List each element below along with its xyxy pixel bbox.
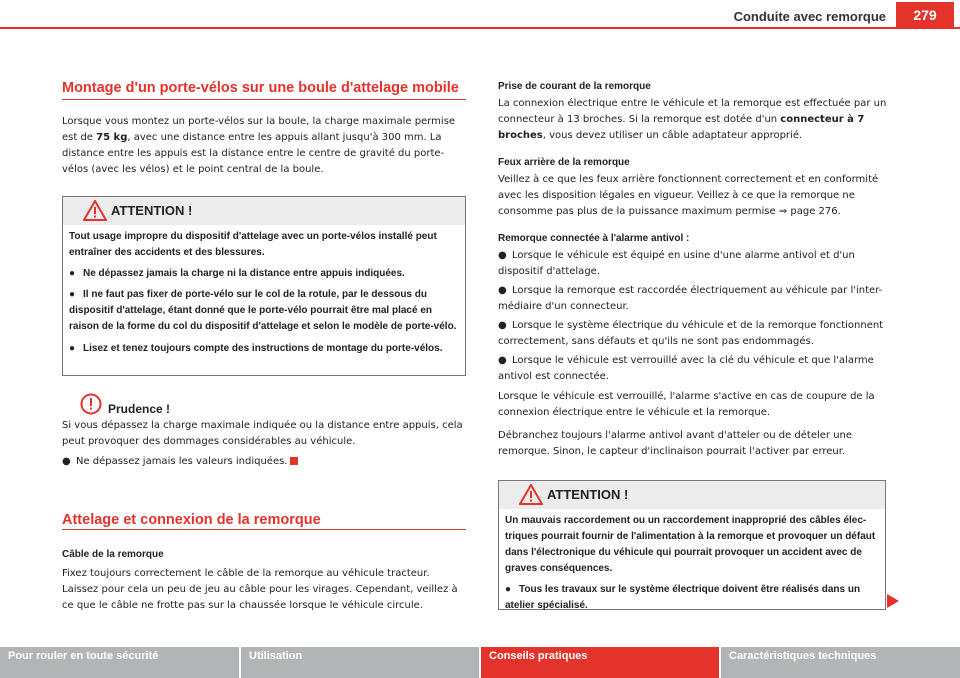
warning-box-electrical [498, 480, 886, 610]
warning-triangle-icon [519, 484, 543, 505]
cable-subtitle: Câble de la remorque [62, 549, 164, 560]
footer-tab-technical-data[interactable]: Caractéristiques techniques [721, 647, 960, 678]
section-title-hitching: Attelage et connexion de la remorque [62, 512, 321, 528]
cable-text: Fixez toujours correctement le câble de la remorque au véhicule tracteur. Laissez pour cela un peu de jeu au câble pour les virages. Cependant, veillez à ce que le câble ne frotte pas sur la chaussée lorsque le véhicule circule. [62, 568, 458, 611]
alarm-bullet: ● Lorsque le véhicule est équipé en usine d'une alarme antivol et d'un dispositif d'attelage. [498, 250, 855, 277]
warning-header [63, 197, 465, 225]
caution-circle-icon [80, 393, 102, 415]
caution-text: Si vous dépassez la charge maximale indiquée ou la distance entre appuis, cela peut provoquer des dommages considérables au véhicule. [62, 420, 463, 447]
warning-lead: Un mauvais raccordement ou un raccordement inapproprié des câbles élec-triques pourrait fournir de l'alimentation à la remorque et provoquer un défaut dans l'électronique du véhicule qui pourrait provoquer un accident avec de graves conséquences. [505, 515, 876, 575]
warning-header [499, 481, 885, 509]
warning-triangle-icon [83, 200, 107, 221]
caution-label: Prudence ! [108, 402, 171, 416]
header-rule [0, 27, 960, 29]
warning-label: ATTENTION ! [547, 487, 629, 502]
max-load-value: 75 kg [96, 132, 128, 143]
warning-bullet: ● Ne dépassez jamais la charge ni la distance entre appuis indiquées. [69, 268, 405, 280]
warning-bullet: ● Il ne faut pas fixer de porte-vélo sur le col de la rotule, par le dessous du dispositif d'attelage, étant donné que le porte-vélo pourrait être mal placé en raison de la forme du col du dispositif d'attelage et selon le modèle de porte-vélo. [69, 289, 457, 333]
alarm-bullet: ● Lorsque le système électrique du véhicule et de la remorque fonctionnent correctement, sans défauts et qu'ils ne sont pas endommagés. [498, 320, 884, 347]
warning-bullet: ● Tous les travaux sur le système électrique doivent être réalisés dans un atelier spécialisé. [505, 584, 861, 612]
lights-subtitle: Feux arrière de la remorque [498, 157, 630, 168]
alarm-bullet: ● Lorsque le véhicule est verrouillé avec la clé du véhicule et que l'alarme antivol est connectée. [498, 355, 874, 382]
warning-bullet: ● Lisez et tenez toujours compte des instructions de montage du porte-vélos. [69, 342, 443, 354]
power-text: La connexion électrique entre le véhicule et la remorque est effectuée par un connecteur à 13 broches. Si la remorque est dotée d'un connecteur à 7 broches, vous devez utiliser un câble adaptateur approprié. [498, 98, 887, 141]
alarm-bullet: ● Lorsque la remorque est raccordée électriquement au véhicule par l'inter-médiaire d'un connecteur. [498, 285, 883, 312]
footer-nav [0, 647, 960, 678]
footer-tab-safety[interactable]: Pour rouler en toute sécurité [0, 647, 239, 678]
section-rule [62, 529, 466, 530]
warning-body [63, 225, 465, 357]
alarm-text: Débranchez toujours l'alarme antivol avant d'atteler ou de dételer une remorque. Sinon, le capteur d'inclinaison pourrait l'activer par erreur. [498, 430, 853, 457]
section-title-bike-rack: Montage d'un porte-vélos sur une boule d'attelage mobile [62, 80, 459, 96]
warning-box-bike-rack [62, 196, 466, 376]
caution-bullet: ● Ne dépassez jamais les valeurs indiquées. [62, 454, 466, 470]
running-header-title: Conduite avec remorque [733, 9, 886, 24]
page-number: 279 [896, 2, 954, 28]
warning-body [499, 509, 885, 615]
power-subtitle: Prise de courant de la remorque [498, 81, 651, 92]
lights-text: Veillez à ce que les feux arrière fonctionnent correctement et en conformité avec les disposition légales en vigueur. Veillez à ce que la remorque ne consomme pas plus de la puissance maximum permise ⇒ page 276. [498, 174, 879, 217]
footer-tab-operation[interactable]: Utilisation [241, 647, 479, 678]
alarm-subtitle: Remorque connectée à l'alarme antivol : [498, 233, 690, 244]
warning-lead: Tout usage impropre du dispositif d'attelage avec un porte-vélos installé peut entraîner des accidents et des blessures. [69, 231, 437, 259]
end-of-section-mark [290, 457, 298, 465]
bike-rack-intro: Lorsque vous montez un porte-vélos sur la boule, la charge maximale permise est de 75 kg, avec une distance entre les appuis allant jusqu'à 300 mm. La distance entre les appuis est la distance entre le centre de gravité du porte-vélos (avec les vélos) et le point central de la boule. [62, 116, 456, 175]
footer-tab-practical-tips[interactable]: Conseils pratiques [481, 647, 719, 678]
section-rule [62, 99, 466, 100]
continue-arrow-icon [886, 593, 900, 609]
alarm-text: Lorsque le véhicule est verrouillé, l'alarme s'active en cas de coupure de la connexion électrique entre le véhicule et la remorque. [498, 391, 875, 418]
warning-label: ATTENTION ! [111, 203, 193, 218]
